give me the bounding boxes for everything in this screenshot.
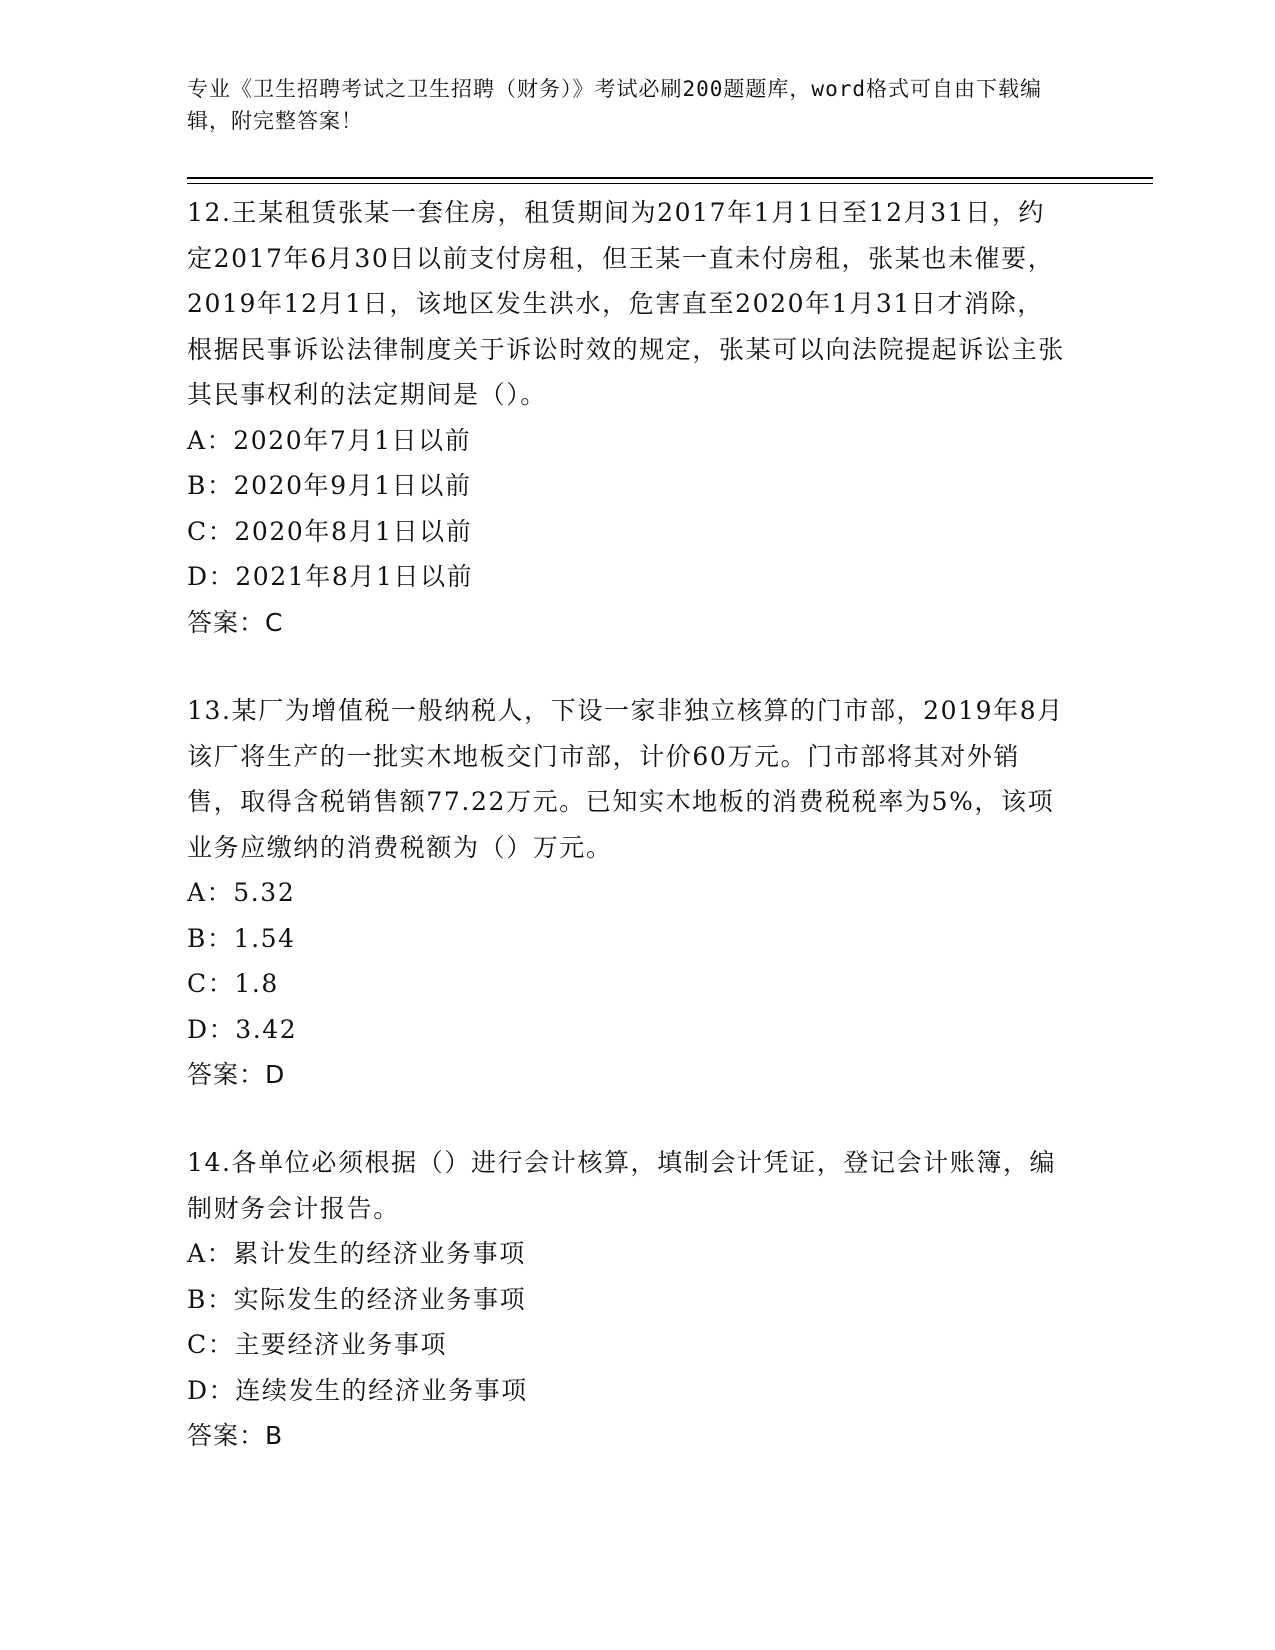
answer-line: 答案：C (187, 607, 284, 637)
answer-line: 答案：D (187, 1060, 286, 1089)
option-b: B：2020年9月1日以前 (187, 471, 472, 500)
option-a: A：2020年7月1日以前 (187, 425, 472, 455)
option-c: C：2020年8月1日以前 (187, 516, 473, 546)
option-c: C：1.8 (187, 969, 279, 998)
answer-line: 答案：B (187, 1421, 284, 1450)
question-stem: 14.各单位必须根据（）进行会计核算，填制会计凭证，登记会计账簿，编制财务会计报告。 (187, 1148, 1057, 1223)
option-d: D：2021年8月1日以前 (187, 562, 474, 591)
option-d: D：3.42 (187, 1014, 298, 1044)
option-b: B：实际发生的经济业务事项 (187, 1284, 527, 1314)
question-stem: 12.王某租赁张某一套住房，租赁期间为2017年1月1日至12月31日，约定2017年6月30日以前支付房租，但王某一直未付房租，张某也未催要，2019年12月1日，该地区发生洪水，危害直至2020年1月31日才消除，根据民事诉讼法律制度关于诉讼时效的规定，张某可以向法院提起诉讼主张其民事权利的法定期间是（）。 (187, 198, 1065, 409)
question-14 (187, 1140, 1067, 1459)
question-13 (187, 688, 1067, 1098)
option-d: D：连续发生的经济业务事项 (187, 1375, 528, 1405)
option-c: C：主要经济业务事项 (187, 1330, 448, 1359)
document-header: 专业《卫生招聘考试之卫生招聘（财务）》考试必刷200题题库，word格式可自由下载编辑，附完整答案！ (187, 77, 1042, 133)
question-12 (187, 190, 1067, 645)
header-divider-thin (187, 183, 1153, 184)
question-stem: 13.某厂为增值税一般纳税人，下设一家非独立核算的门市部，2019年8月该厂将生产的一批实木地板交门市部，计价60万元。门市部将其对外销售，取得含税销售额77.22万元。已知实木地板的消费税税率为5%，该项业务应缴纳的消费税额为（）万元。 (187, 696, 1064, 862)
option-a: A：5.32 (187, 878, 296, 907)
option-b: B：1.54 (187, 923, 296, 953)
header-divider-thick (187, 177, 1153, 179)
option-a: A：累计发生的经济业务事项 (187, 1239, 526, 1268)
